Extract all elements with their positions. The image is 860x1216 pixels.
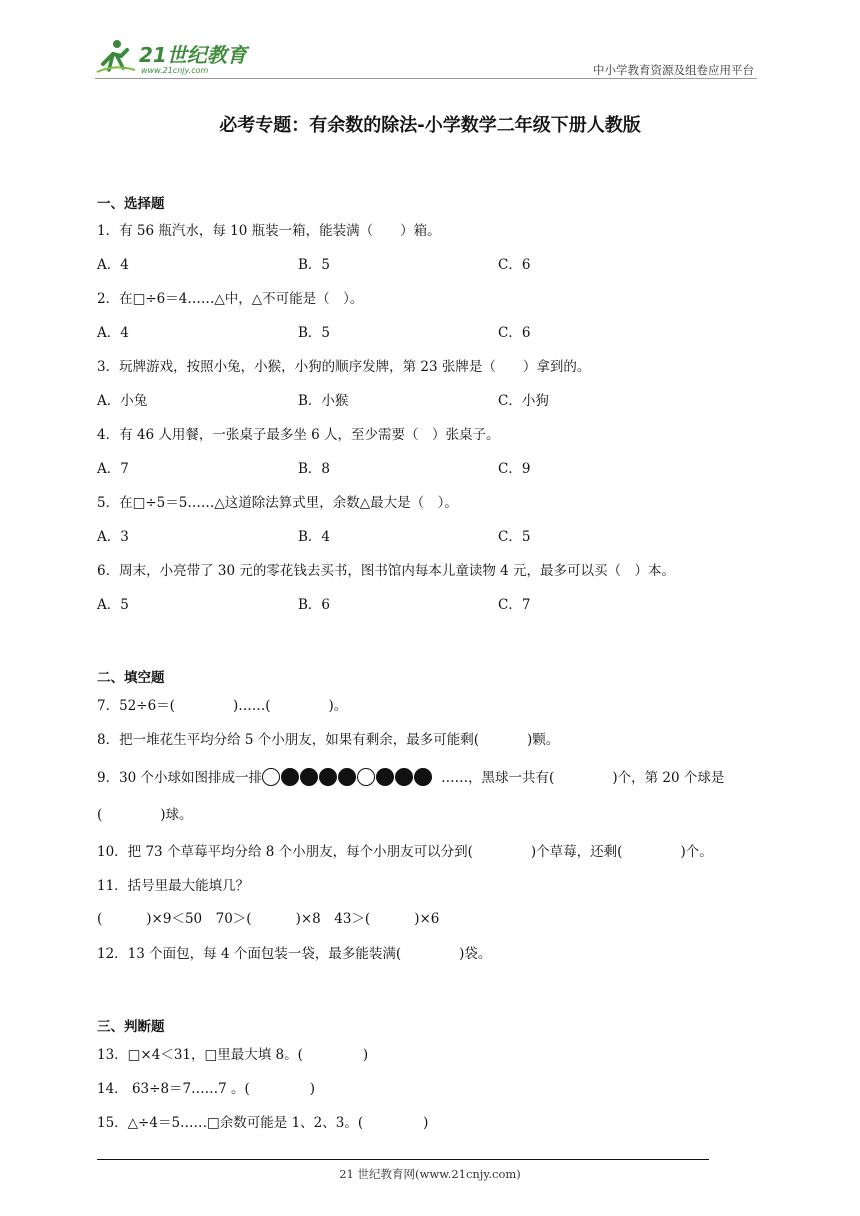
question-12 [97, 942, 491, 962]
option-1b: B．5 [298, 257, 331, 273]
logo-text: 21世纪教育 [139, 43, 247, 67]
question-3: 3．玩牌游戏，按照小兔，小猴，小狗的顺序发牌，第 23 张牌是（ ）拿到的。 [97, 359, 591, 375]
question-9-part-c: )个，第 20 个球是 [612, 770, 725, 786]
question-1: 1．有 56 瓶汽水，每 10 瓶装一箱，能装满（ ）箱。 [97, 223, 441, 239]
question-10-part-b: )个草莓，还剩( [530, 844, 623, 860]
question-15-part-b: ) [423, 1115, 429, 1131]
question-11-part-b: )×9＜50 70＞( [146, 911, 252, 927]
question-7-part-b: )……( [232, 698, 271, 714]
question-11-part-a: ( [97, 911, 103, 927]
question-10-part-a: 10．把 73 个草莓平均分给 8 个小朋友，每个小朋友可以分到( [97, 844, 473, 860]
section-judge-heading: 三、判断题 [97, 1019, 165, 1035]
logo [95, 36, 265, 78]
option-2c: C．6 [498, 325, 531, 341]
black-ball-icon [376, 768, 394, 786]
question-9 [97, 766, 724, 786]
question-13-part-b: ) [362, 1047, 369, 1063]
option-4b: B．8 [298, 461, 331, 477]
ball-sequence [262, 770, 441, 786]
white-ball-icon [262, 768, 280, 786]
question-13 [97, 1043, 368, 1063]
logo-url: www.21cnjy.com [141, 66, 209, 75]
question-2: 2．在□÷6＝4……△中，△不可能是（ ）。 [97, 291, 364, 307]
black-ball-icon [395, 768, 413, 786]
question-9-part-d1: ( [97, 807, 103, 823]
option-6b: B．6 [298, 597, 331, 613]
question-8 [97, 728, 559, 748]
black-ball-icon [281, 768, 299, 786]
question-11-part-d: )×6 [414, 911, 440, 927]
question-7-part-a: 7．52÷6＝( [97, 698, 175, 714]
question-8-part-a: 8．把一堆花生平均分给 5 个小朋友，如果有剩余，最多可能剩( [97, 732, 480, 748]
option-4c: C．9 [498, 461, 531, 477]
question-14-part-b: ) [309, 1081, 316, 1097]
question-14-part-a: 14． 63÷8＝7……7 。( [97, 1081, 250, 1097]
question-9-part-b: ……，黑球一共有( [441, 770, 555, 786]
option-5a: A．3 [97, 529, 129, 545]
question-11-items [97, 907, 439, 927]
question-12-part-b: )袋。 [459, 946, 492, 962]
option-5b: B．4 [298, 529, 331, 545]
white-ball-icon [357, 768, 375, 786]
black-ball-icon [338, 768, 356, 786]
footer-divider [97, 1159, 709, 1160]
question-9-part-d2: )球。 [160, 807, 193, 823]
section-choice-heading: 一、选择题 [97, 196, 165, 212]
footer-text: 21 世纪教育网(www.21cnjy.com) [339, 1167, 521, 1181]
question-13-part-a: 13．□×4＜31，□里最大填 8。( [97, 1047, 303, 1063]
question-15-part-a: 15．△÷4＝5……□余数可能是 1、2、3。( [97, 1115, 364, 1131]
option-1a: A．4 [97, 257, 129, 273]
question-9-continued [97, 803, 193, 823]
option-6a: A．5 [97, 597, 129, 613]
question-10-part-c: )个。 [680, 844, 713, 860]
option-1c: C．6 [498, 257, 531, 273]
question-11: 11．括号里最大能填几？ [97, 878, 250, 894]
black-ball-icon [300, 768, 318, 786]
page-title: 必考专题：有余数的除法-小学数学二年级下册人教版 [219, 115, 641, 136]
question-5: 5．在□÷5＝5……△这道除法算式里，余数△最大是（ ）。 [97, 495, 458, 511]
option-3b: B．小猴 [298, 393, 349, 409]
question-7-part-c: )。 [328, 698, 348, 714]
question-7 [97, 694, 347, 714]
header-divider [95, 78, 757, 79]
runner-logo-icon [95, 36, 265, 78]
question-11-part-c: )×8 43＞( [295, 911, 371, 927]
question-8-part-b: )颗。 [527, 732, 560, 748]
section-fill-heading: 二、填空题 [97, 670, 165, 686]
option-2b: B．5 [298, 325, 331, 341]
question-15 [97, 1111, 428, 1131]
question-4: 4．有 46 人用餐，一张桌子最多坐 6 人，至少需要（ ）张桌子。 [97, 427, 500, 443]
question-6: 6．周末，小亮带了 30 元的零花钱去买书，图书馆内每本儿童读物 4 元，最多可以买（ ）本。 [97, 563, 676, 579]
option-3c: C．小狗 [498, 393, 549, 409]
question-9-part-a: 9．30 个小球如图排成一排 [97, 770, 263, 786]
option-2a: A．4 [97, 325, 129, 341]
question-14 [97, 1077, 315, 1097]
option-6c: C．7 [498, 597, 531, 613]
question-10 [97, 840, 713, 860]
option-3a: A．小兔 [97, 393, 148, 409]
question-12-part-a: 12．13 个面包，每 4 个面包装一袋，最多能装满( [97, 946, 402, 962]
black-ball-icon [319, 768, 337, 786]
option-5c: C．5 [498, 529, 531, 545]
header-platform-text: 中小学教育资源及组卷应用平台 [593, 63, 754, 77]
option-4a: A．7 [97, 461, 129, 477]
black-ball-icon [414, 768, 432, 786]
